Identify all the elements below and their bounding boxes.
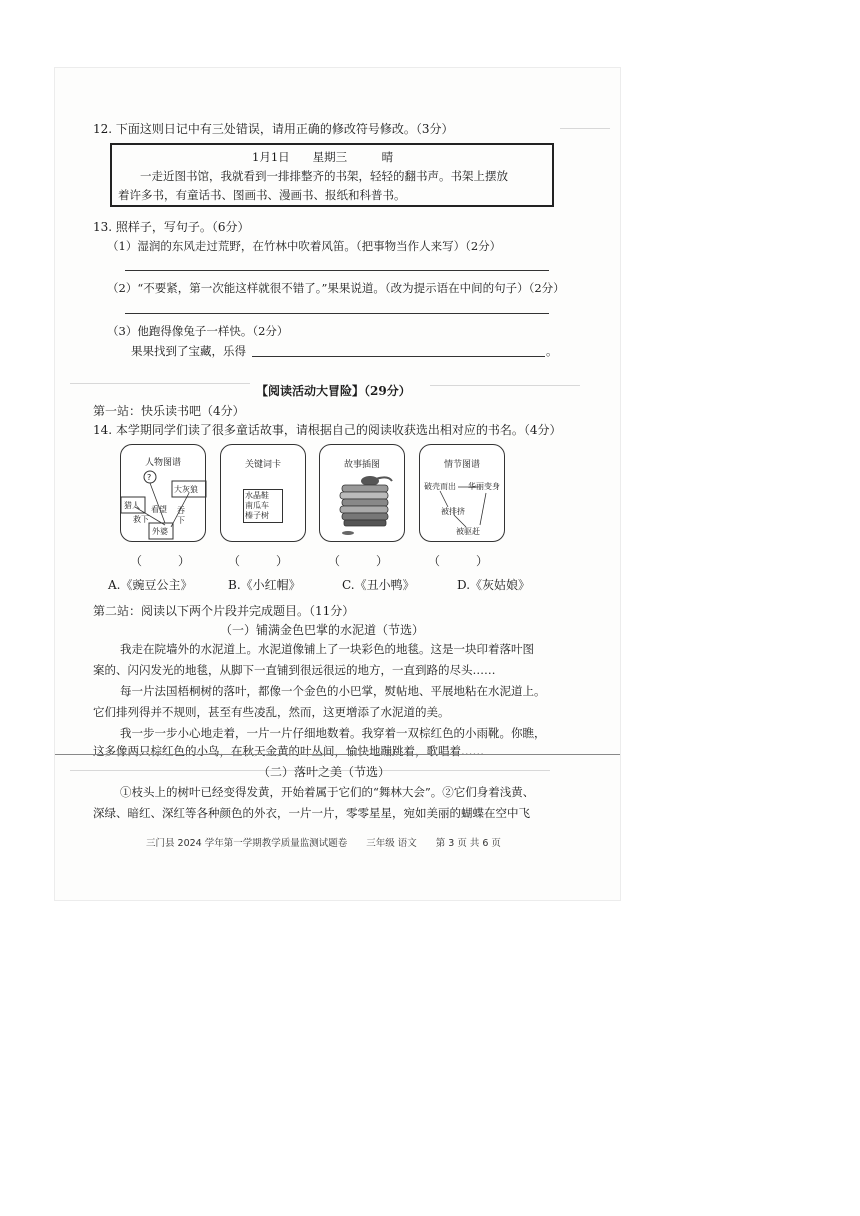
card-title: 关键词卡 bbox=[244, 460, 281, 470]
answer-line[interactable] bbox=[125, 270, 549, 271]
answer-bracket[interactable]: （ ） bbox=[428, 554, 489, 568]
passage-line: 案的、闪闪发光的地毯，从脚下一直铺到很远很远的地方，一直到路的尽头…… bbox=[93, 663, 496, 677]
answer-line[interactable] bbox=[252, 356, 545, 357]
plot-step: 破壳而出 bbox=[424, 482, 456, 491]
question-13-2: （2）“不要紧，第一次能这样就很不错了。”果果说道。（改为提示语在中间的句子）（2分） bbox=[107, 281, 565, 295]
diary-line: 一走近图书馆，我就看到一排排整齐的书架，轻轻的翻书声。书架上摆放 bbox=[140, 169, 508, 183]
option-c: C.《丑小鸭》 bbox=[342, 578, 415, 592]
option-a: A.《豌豆公主》 bbox=[108, 578, 193, 592]
label-swallow: 吞下 bbox=[177, 506, 185, 525]
bleed-mark bbox=[70, 383, 250, 384]
card-character-map bbox=[120, 444, 206, 542]
card-title: 故事插图 bbox=[343, 460, 380, 470]
plot-step: 华丽变身 bbox=[468, 482, 500, 491]
passage-line: 我一步一步小心地走着，一片一片仔细地数着。我穿着一双棕红色的小雨靴。你瞧， bbox=[120, 726, 546, 740]
page-footer: 三门县 2024 学年第一学期教学质量监测试题卷 三年级 语文 第 3 页 共 6 页 bbox=[146, 838, 501, 849]
passage-1-title: （一）铺满金色巴掌的水泥道（节选） bbox=[220, 623, 425, 637]
section-title: 【阅读活动大冒险】（29分） bbox=[256, 384, 411, 398]
label-grandma: 外婆 bbox=[152, 527, 168, 536]
passage-line: 我走在院墙外的水泥道上。水泥道像铺上了一块彩色的地毯。这是一块印着落叶图 bbox=[120, 642, 534, 656]
question-13-3-prefix: 果果找到了宝藏，乐得 bbox=[131, 344, 246, 358]
bleed-mark bbox=[430, 385, 580, 386]
question-13-3: （3）他跑得像兔子一样快。（2分） bbox=[107, 324, 289, 338]
bleed-mark bbox=[560, 128, 610, 129]
answer-line[interactable] bbox=[125, 313, 549, 314]
period: 。 bbox=[546, 344, 558, 358]
plot-step: 被驱赶 bbox=[456, 527, 480, 536]
diary-header: 1月1日 星期三 晴 bbox=[252, 150, 394, 164]
fold-divider bbox=[55, 754, 620, 755]
station-1: 第一站：快乐读书吧（4分） bbox=[93, 404, 245, 418]
keyword: 南瓜车 bbox=[245, 501, 269, 510]
label-rescue: 救下 bbox=[133, 515, 149, 524]
answer-bracket[interactable]: （ ） bbox=[328, 554, 389, 568]
passage-line: 这多像两只棕红色的小鸟，在秋天金黄的叶丛间，愉快地蹦跳着，歌唱着…… bbox=[93, 744, 484, 758]
diary-box bbox=[110, 143, 554, 207]
answer-bracket[interactable]: （ ） bbox=[130, 554, 191, 568]
mattress-stack-illustration bbox=[320, 445, 406, 543]
question-13: 13. 照样子，写句子。（6分） bbox=[93, 220, 250, 234]
diary-line: 着许多书，有童话书、图画书、漫画书、报纸和科普书。 bbox=[118, 188, 406, 202]
option-b: B.《小红帽》 bbox=[228, 578, 301, 592]
label-visit: 看望 bbox=[151, 505, 167, 514]
question-14: 14. 本学期同学们读了很多童话故事，请根据自己的阅读收获选出相对应的书名。（4分） bbox=[93, 423, 562, 437]
label-wolf: 大灰狼 bbox=[174, 485, 198, 494]
option-d: D.《灰姑娘》 bbox=[457, 578, 531, 592]
plot-step: 被排挤 bbox=[441, 507, 465, 516]
question-12: 12. 下面这则日记中有三处错误，请用正确的修改符号修改。（3分） bbox=[93, 122, 454, 136]
station-2: 第二站：阅读以下两个片段并完成题目。（11分） bbox=[93, 604, 355, 618]
passage-2-title: （二）落叶之美（节选） bbox=[258, 765, 391, 779]
passage-line: 深绿、暗红、深红等各种颜色的外衣，一片一片，零零星星，宛如美丽的蝴蝶在空中飞 bbox=[93, 806, 530, 820]
question-13-1: （1）湿润的东风走过荒野，在竹林中吹着风笛。（把事物当作人来写）（2分） bbox=[107, 239, 502, 253]
card-title: 情节图谱 bbox=[443, 460, 480, 470]
passage-line: 每一片法国梧桐树的落叶，都像一个金色的小巴掌，熨帖地、平展地粘在水泥道上。 bbox=[120, 684, 546, 698]
label-hunter: 猎人 bbox=[124, 501, 140, 510]
keyword: 水晶鞋 bbox=[245, 491, 269, 500]
card-title: 人物图谱 bbox=[144, 458, 181, 468]
card-illustration bbox=[319, 444, 405, 542]
question-mark: ? bbox=[147, 473, 152, 482]
card-keywords bbox=[220, 444, 306, 542]
card-plot-map bbox=[419, 444, 505, 542]
keyword: 榛子树 bbox=[245, 511, 269, 520]
passage-line: ①枝头上的树叶已经变得发黄，开始着属于它们的“舞林大会”。②它们身着浅黄、 bbox=[120, 785, 535, 799]
passage-line: 它们排列得并不规则，甚至有些凌乱，然而，这更增添了水泥道的美。 bbox=[93, 705, 450, 719]
answer-bracket[interactable]: （ ） bbox=[228, 554, 289, 568]
